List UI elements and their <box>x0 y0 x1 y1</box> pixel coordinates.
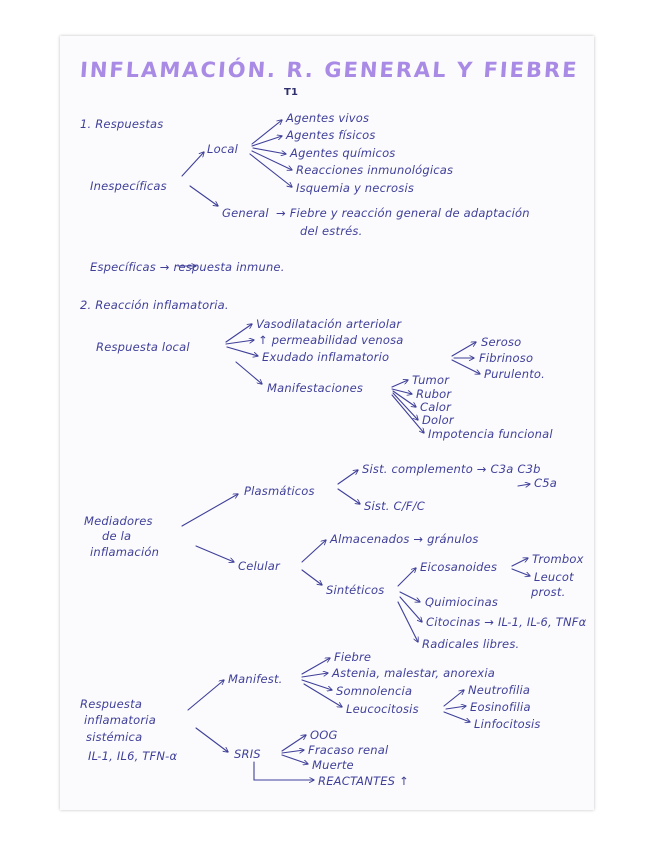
respuesta-line-2: inflamatoria <box>84 713 156 727</box>
topic-number: T1 <box>284 87 299 98</box>
respuesta-line-3: sistémica <box>86 730 143 744</box>
manifestation-2: Rubor <box>416 387 452 401</box>
exudado-type-2: Fibrinoso <box>479 351 534 365</box>
synthetic-2: Citocinas → IL-1, IL-6, TNFα <box>426 615 587 629</box>
page-title: INFLAMACIÓN. R. GENERAL Y FIEBRE <box>79 58 580 82</box>
synthetic-3: Radicales libres. <box>422 637 520 651</box>
cfc-system: Sist. C/F/C <box>364 499 425 513</box>
general-description-2: del estrés. <box>300 224 363 238</box>
respuesta-interleukins: IL-1, IL6, TFN-α <box>88 749 178 763</box>
label-especificas: Específicas → respuesta inmune. <box>90 260 285 274</box>
label-plasmaticos: Plasmáticos <box>244 484 315 498</box>
local-item-5: Isquemia y necrosis <box>296 181 415 195</box>
systemic-manif-3: Somnolencia <box>336 684 413 698</box>
local-item-2: Agentes físicos <box>286 128 376 142</box>
label-inespecificas: Inespecíficas <box>90 179 167 193</box>
label-celular: Celular <box>238 559 280 573</box>
local-response-item-1: Vasodilatación arteriolar <box>256 317 402 331</box>
label-sinteticos: Sintéticos <box>326 583 385 597</box>
section-1-heading: 1. Respuestas <box>80 117 164 131</box>
label-general: General <box>222 206 269 220</box>
manifestation-3: Calor <box>420 400 452 414</box>
complement-c5a: C5a <box>534 476 557 490</box>
label-manifest: Manifest. <box>228 672 283 686</box>
label-manifestaciones: Manifestaciones <box>267 381 364 395</box>
eicosanoid-1: Trombox <box>532 552 584 566</box>
exudado-type-3: Purulento. <box>484 367 545 381</box>
systemic-manif-2: Astenia, malestar, anorexia <box>332 666 495 680</box>
respuesta-line-1: Respuesta <box>80 697 143 711</box>
eicosanoid-2: Leucot <box>534 570 574 584</box>
manifestation-5: Impotencia funcional <box>428 427 553 441</box>
eicosanoid-3: prost. <box>531 585 566 599</box>
section-2-heading: 2. Reacción inflamatoria. <box>80 298 229 312</box>
local-item-4: Reacciones inmunológicas <box>296 163 454 177</box>
mediadores-line-1: Mediadores <box>84 514 153 528</box>
almacenados-granulos: Almacenados → gránulos <box>330 532 479 546</box>
local-item-3: Agentes químicos <box>290 146 396 160</box>
leucocitosis-3: Linfocitosis <box>474 717 541 731</box>
label-eicosanoides: Eicosanoides <box>420 560 498 574</box>
systemic-manif-1: Fiebre <box>334 650 372 664</box>
synthetic-1: Quimiocinas <box>425 595 499 609</box>
sris-item-2: Fracaso renal <box>308 743 389 757</box>
sris-item-1: OOG <box>310 728 338 742</box>
mediadores-line-3: inflamación <box>90 545 160 559</box>
label-sris: SRIS <box>234 747 261 761</box>
manifestation-4: Dolor <box>422 413 454 427</box>
local-response-item-2: ↑ permeabilidad venosa <box>258 333 404 347</box>
local-item-1: Agentes vivos <box>286 111 370 125</box>
general-description: → Fiebre y reacción general de adaptación <box>276 206 530 220</box>
leucocitosis-2: Eosinofilia <box>470 700 531 714</box>
label-respuesta-local: Respuesta local <box>96 340 190 354</box>
mediadores-line-2: de la <box>102 529 132 543</box>
complement-system: Sist. complemento → C3a C3b <box>362 462 541 476</box>
label-reactantes: REACTANTES ↑ <box>318 774 409 788</box>
manifestation-1: Tumor <box>412 373 450 387</box>
leucocitosis-1: Neutrofilia <box>468 683 531 697</box>
sris-item-3: Muerte <box>312 758 354 772</box>
local-response-item-3: Exudado inflamatorio <box>262 350 390 364</box>
exudado-type-1: Seroso <box>481 335 522 349</box>
systemic-manif-4: Leucocitosis <box>346 702 419 716</box>
label-local: Local <box>207 142 239 156</box>
